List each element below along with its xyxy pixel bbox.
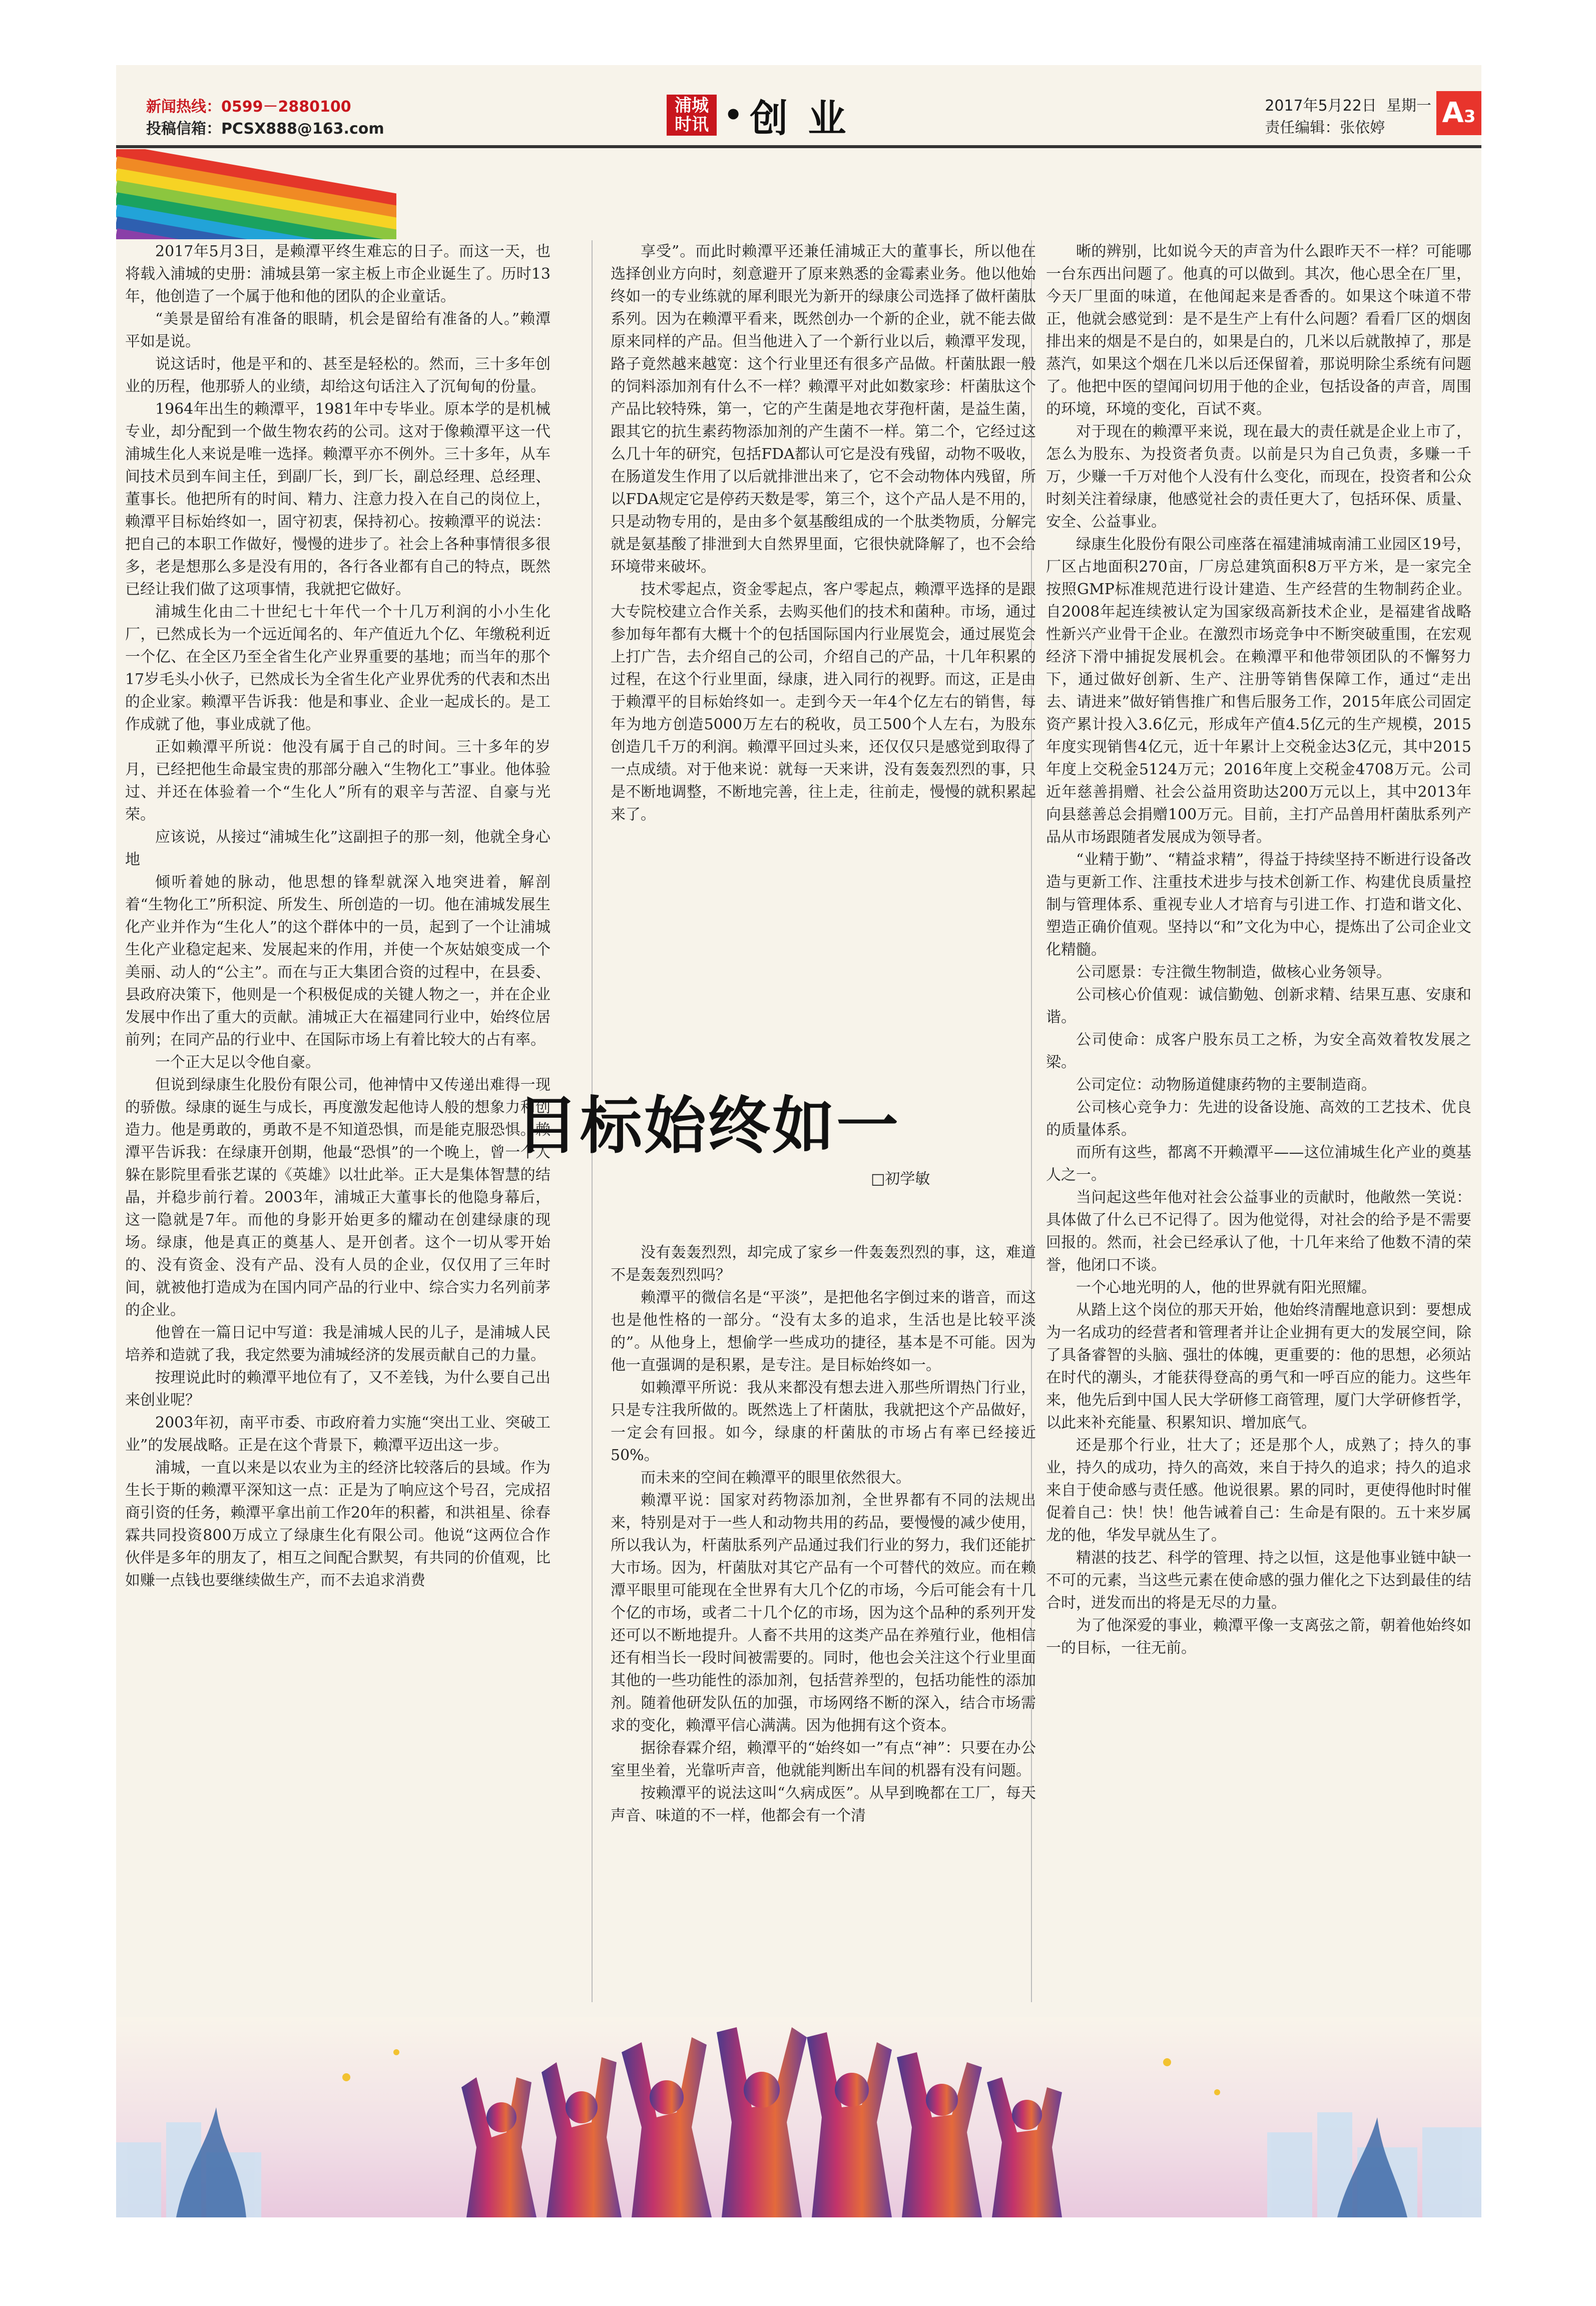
article-paragraph: 2003年初，南平市委、市政府着力实施“突出工业、突破工业”的发展战略。正是在这个背景下，赖潭平迈出这一步。 [125,1414,551,1454]
article-byline: □初学敏 [871,1170,930,1188]
article-paragraph: 晰的辨别，比如说今天的声音为什么跟昨天不一样？可能哪一台东西出问题了。他真的可以做到。其次，他心思全在厂里，今天厂里面的味道，在他闻起来是香香的。如果这个味道不带正，他就会感觉到：是不是生产上有什么问题？看看厂区的烟囱排出来的烟是不是白的，如果是白的，几米以后就散掉了，那是蒸汽，如果这个烟在几米以后还保留着，那说明除尘系统有问题了。他把中医的望闻问切用于他的企业，包括设备的声音，周围的环境，环境的变化，百试不爽。 [1046,243,1471,418]
article-paragraph: 赖潭平的微信名是“平淡”，是把他名字倒过来的谐音，而这也是他性格的一部分。“没有太多的追求，生活也是比较平淡的”。从他身上，想偷学一些成功的捷径，基本是不可能。因为他一直强调的是积累，是专注。是目标始终如一。 [611,1289,1036,1374]
header-rule [116,145,1481,148]
article-paragraph: “业精于勤”、“精益求精”，得益于持续坚持不断进行设备改造与更新工作、注重技术进步与技术创新工作、构建优良质量控制与管理体系、重视专业人才培育与引进工作、打造和谐文化、塑造正确价值观。坚持以“和”文化为中心，提炼出了公司企业文化精髓。 [1046,851,1471,959]
article-paragraph: 按赖潭平的说法这叫“久病成医”。从早到晚都在工厂，每天声音、味道的不一样，他都会有一个清 [611,1784,1036,1824]
article-paragraph: 赖潭平说：国家对药物添加剂，全世界都有不同的法规出来，特别是对于一些人和动物共用的药品，要慢慢的减少使用，所以我认为，杆菌肽系列产品通过我们行业的努力，我们还能扩大市场。因为，杆菌肽对其它产品有一个可替代的效应。而在赖潭平眼里可能现在全世界有大几个亿的市场，今后可能会有十几个亿的市场，或者二十几个亿的市场，因为这个品种的系列开发还可以不断地提升。人畜不共用的这类产品在养殖行业，他相信还有相当长一段时间被需要的。同时，他也会关注这个行业里面其他的一些功能性的添加剂，包括营养型的，包括功能性的添加剂。随着他研发队伍的加强，市场网络不断的深入，结合市场需求的变化，赖潭平信心满满。因为他拥有这个资本。 [611,1492,1036,1734]
article-paragraph: 1964年出生的赖潭平，1981年中专毕业。原本学的是机械专业，却分配到一个做生物农药的公司。这对于像赖潭平这一代浦城生化人来说是唯一选择。赖潭平亦不例外。三十多年，从车间技术员到车间主任，到副厂长，到厂长，副总经理、总经理、董事长。他把所有的时间、精力、注意力投入在自己的岗位上，赖潭平目标始终如一，固守初衷，保持初心。按赖潭平的说法：把自己的本职工作做好，慢慢的进步了。社会上各种事情很多很多，老是想那么多是没有用的，各行各业都有自己的特点，既然已经让我们做了这项事情，我就把它做好。 [125,400,551,598]
article-paragraph: 没有轰轰烈烈，却完成了家乡一件轰轰烈烈的事，这，难道不是轰轰烈烈吗？ [611,1244,1036,1284]
article-paragraph: 享受”。而此时赖潭平还兼任浦城正大的董事长，所以他在选择创业方向时，刻意避开了原来熟悉的金霉素业务。他以他始终如一的专业练就的犀利眼光为新开的绿康公司选择了做杆菌肽系列。因为在赖潭平看来，既然创办一个新的企业，就不能去做原来同样的产品。但当他进入了一个新行业以后，赖潭平发现，路子竟然越来越宽：这个行业里还有很多产品做。杆菌肽跟一般的饲料添加剂有什么不一样？赖潭平对此如数家珍：杆菌肽这个产品比较特殊，第一，它的产生菌是地衣芽孢杆菌，是益生菌，跟其它的抗生素药物添加剂的产生菌不一样。第二个，它经过这么几十年的研究，包括FDA都认可它是没有残留，动物不吸收，在肠道发生作用了以后就排泄出来了，它不会动物体内残留，所以FDA规定它是停药天数是零，第三个，这个产品人是不用的，只是动物专用的，是由多个氨基酸组成的一个肽类物质，分解完就是氨基酸了排泄到大自然界里面，它很快就降解了，也不会给环境带来破坏。 [611,243,1036,576]
article-column-3 [1046,240,1471,2002]
hotline-number: 0599－2880100 [221,98,351,116]
article-paragraph: 公司愿景：专注微生物制造，做核心业务领导。 [1076,964,1391,981]
article-paragraph: 为了他深爱的事业，赖潭平像一支离弦之箭，朝着他始终如一的目标，一往无前。 [1046,1617,1471,1657]
article-paragraph: 从踏上这个岗位的那天开始，他始终清醒地意识到：要想成为一名成功的经营者和管理者并让企业拥有更大的发展空间，除了具备睿智的头脑、强壮的体魄，更重要的：他的思想，必须站在时代的潮头，才能获得登高的勇气和一呼百应的能力。这些年来，他先后到中国人民大学研修工商管理，厦门大学研修哲学，以此来补充能量、积累知识、增加底气。 [1046,1301,1471,1432]
article-paragraph: 公司定位：动物肠道健康药物的主要制造商。 [1076,1076,1376,1094]
section-title: 创业 [750,96,866,141]
article-paragraph: 如赖潭平所说：我从来都没有想去进入那些所谓热门行业，只是专注我所做的。既然选上了杆菌肽，我就把这个产品做好，一定会有回报。如今，绿康的杆菌肽的市场占有率已经接近50%。 [611,1379,1036,1464]
article-paragraph: 说这话时，他是平和的、甚至是轻松的。然而，三十多年创业的历程，他那骄人的业绩，却给这句话注入了沉甸甸的份量。 [125,355,551,395]
page-header [116,90,1481,145]
contact-info [146,96,384,140]
article-headline: 目标始终如一 [515,1090,900,1162]
article-paragraph: 技术零起点，资金零起点，客户零起点，赖潭平选择的是跟大专院校建立合作关系，去购买他们的技术和菌种。市场，通过参加每年都有大概十个的包括国际国内行业展览会，通过展览会上打广告，去介绍自己的公司，介绍自己的产品，十几年积累的过程，在这个行业里面，绿康，进入同行的视野。而这，正是由于赖潭平的目标始终如一。走到今天一年4个亿左右的销售，每年为地方创造5000万左右的税收，员工500个人左右，为股东创造几千万的利润。赖潭平回过头来，还仅仅只是感觉到取得了一点成绩。对于他来说：就每一天来讲，没有轰轰烈烈的事，只是不断地调整，不断地完善，往上走，往前走，慢慢的就积累起来了。 [611,581,1036,823]
article-paragraph: “美景是留给有准备的眼睛，机会是留给有准备的人。”赖潭平如是说。 [125,310,551,350]
colored-pencils-decoration [116,149,396,239]
email-address: PCSX888@163.com [221,120,384,138]
article-paragraph: 而所有这些，都离不开赖潭平——这位浦城生化产业的奠基人之一。 [1046,1144,1471,1184]
article-paragraph: 公司核心竞争力：先进的设备设施、高效的工艺技术、优良的质量体系。 [1046,1099,1471,1139]
issue-weekday: 星期一 [1386,97,1431,115]
article-paragraph: 精湛的技艺、科学的管理、持之以恒，这是他事业链中缺一不可的元素，当这些元素在使命感的强力催化之下达到最佳的结合时，迸发而出的将是无尽的力量。 [1046,1549,1471,1612]
issue-info [1265,95,1431,139]
cheering-crowd-banner [116,2017,1481,2217]
article-paragraph: 倾听着她的脉动，他思想的锋犁就深入地突进着，解剖着“生物化工”所积淀、所发生、所创造的一切。他在浦城发展生化产业并作为“生化人”的这个群体中的一员，起到了一个让浦城生化产业稳定起来、发展起来的作用，并使一个灰姑娘变成一个美丽、动人的“公主”。而在与正大集团合资的过程中，在县委、县政府决策下，他则是一个积极促成的关键人物之一，并在企业发展中作出了重大的贡献。浦城正大在福建同行业中，始终位居前列；在同产品的行业中、在国际市场上有着比较大的占有率。 [125,873,551,1049]
article-paragraph: 应该说，从接过“浦城生化”这副担子的那一刻，他就全身心地 [125,828,551,868]
article-paragraph: 当问起这些年他对社会公益事业的贡献时，他敞然一笑说：具体做了什么已不记得了。因为他觉得，对社会的给予是不需要回报的。然而，社会已经承认了他，十几年来给了他数不清的荣誉，他闭口不谈。 [1046,1189,1471,1274]
article-paragraph: 而未来的空间在赖潭平的眼里依然很大。 [641,1469,911,1487]
hotline-label: 新闻热线： [146,98,221,116]
article-paragraph: 一个心地光明的人，他的世界就有阳光照耀。 [1076,1279,1376,1296]
article-paragraph: 对于现在的赖潭平来说，现在最大的责任就是企业上市了，怎么为股东、为投资者负责。以前是只为自己负责，多赚一千万，少赚一千万对他个人没有什么变化，而现在，投资者和公众时刻关注着绿康，他感觉社会的责任更大了，包括环保、质量、安全、公益事业。 [1046,423,1471,531]
article-paragraph: 按理说此时的赖潭平地位有了，又不差钱，为什么要自己出来创业呢？ [125,1369,551,1409]
article-column-2-top [611,240,1036,1021]
email-label: 投稿信箱： [146,120,221,138]
article-paragraph: 一个正大足以令他自豪。 [155,1054,320,1071]
page-number-badge: A3 [1436,91,1481,135]
section-masthead [667,93,866,141]
article-paragraph: 但说到绿康生化股份有限公司，他神情中又传递出难得一现的骄傲。绿康的诞生与成长，再度激发起他诗人般的想象力和创造力。他是勇敢的，勇敢不是不知道恐惧，而是能克服恐惧。赖潭平告诉我：在绿康开创期，他最“恐惧”的一个晚上，曾一个人躲在影院里看张艺谋的《英雄》以壮此举。正大是集体智慧的结晶，并稳步前行着。2003年，浦城正大董事长的他隐身幕后，这一隐就是7年。而他的身影开始更多的耀动在创建绿康的现场。绿康，他是真正的奠基人、是开创者。这个一切从零开始的、没有资金、没有产品、没有人员的企业，仅仅用了三年时间，就被他打造成为在国内同产品的行业中、综合实力名列前茅的企业。 [125,1076,551,1319]
article-paragraph: 公司核心价值观：诚信勤勉、创新求精、结果互惠、安康和谐。 [1046,986,1471,1026]
article-paragraph: 还是那个行业，壮大了；还是那个人，成熟了；持久的事业，持久的成功，持久的高效，来自于持久的追求；持久的追求来自于使命感与责任感。他说很累。累的同时，更使得他时时催促着自己：快！快！他告诫着自己：生命是有限的。五十来岁属龙的他，华发早就丛生了。 [1046,1437,1471,1544]
editor-credit: 责任编辑：张依婷 [1265,119,1385,137]
crowd-silhouette-illustration [116,2017,1481,2217]
newspaper-logo: 浦城 时讯 [667,95,717,136]
masthead-dot: • [724,98,743,133]
article-paragraph: 他曾在一篇日记中写道：我是浦城人民的儿子，是浦城人民培养和造就了我，我定然要为浦城经济的发展贡献自己的力量。 [125,1324,551,1364]
article-paragraph: 正如赖潭平所说：他没有属于自己的时间。三十多年的岁月，已经把他生命最宝贵的那部分融入“生物化工”事业。他体验过、并还在体验着一个“生化人”所有的艰辛与苦涩、自豪与光荣。 [125,738,551,823]
article-paragraph: 据徐春霖介绍，赖潭平的“始终如一”有点“神”：只要在办公室里坐着，光靠听声音，他就能判断出车间的机器有没有问题。 [611,1739,1036,1779]
article-paragraph: 公司使命：成客户股东员工之桥，为安全高效着牧发展之梁。 [1046,1031,1471,1071]
article-paragraph: 2017年5月3日，是赖潭平终生难忘的日子。而这一天，也将载入浦城的史册：浦城县第一家主板上市企业诞生了。历时13年，他创造了一个属于他和他的团队的企业童话。 [125,243,551,305]
article-paragraph: 绿康生化股份有限公司座落在福建浦城南浦工业园区19号，厂区占地面积270亩，厂房总建筑面积8万平方米，是一家完全按照GMP标准规范进行设计建造、生产经营的生物制药企业。自2008年起连续被认定为国家级高新技术企业，是福建省战略性新兴产业骨干企业。在激烈市场竞争中不断突破重围，在宏观经济下滑中捕捉发展机会。在赖潭平和他带领团队的不懈努力下，通过做好创新、生产、注册等销售保障工作，通过“走出去、请进来”做好销售推广和售后服务工作，2015年底公司固定资产累计投入3.6亿元，形成年产值4.5亿元的生产规模，2015年度实现销售4亿元，近十年累计上交税金达3亿元，其中2015年度上交税金5124万元；2016年度上交税金4708万元。公司近年慈善捐赠、社会公益用资助达200万元以上，其中2013年向县慈善总会捐赠100万元。目前，主打产品兽用杆菌肽系列产品从市场跟随者发展成为领导者。 [1046,536,1471,846]
article-paragraph: 浦城生化由二十世纪七十年代一个十几万利润的小小生化厂，已然成长为一个远近闻名的、年产值近九个亿、年缴税利近一个亿、在全区乃至全省生化产业界重要的基地；而当年的那个17岁毛头小伙子，已然成长为全省生化产业界优秀的代表和杰出的企业家。赖潭平告诉我：他是和事业、企业一起成长的。是工作成就了他，事业成就了他。 [125,603,551,733]
article-paragraph: 浦城，一直以来是以农业为主的经济比较落后的县域。作为生长于斯的赖潭平深知这一点：正是为了响应这个号召，完成招商引资的任务，赖潭平拿出前工作20年的积蓄，和洪祖星、徐春霖共同投资800万成立了绿康生化有限公司。他说“这两位合作伙伴是多年的朋友了，相互之间配合默契，有共同的价值观，比如赚一点钱也要继续做生产，而不去追求消费 [125,1459,551,1589]
issue-date: 2017年5月22日 [1265,97,1377,115]
article-column-2-bottom [611,1241,1036,2002]
